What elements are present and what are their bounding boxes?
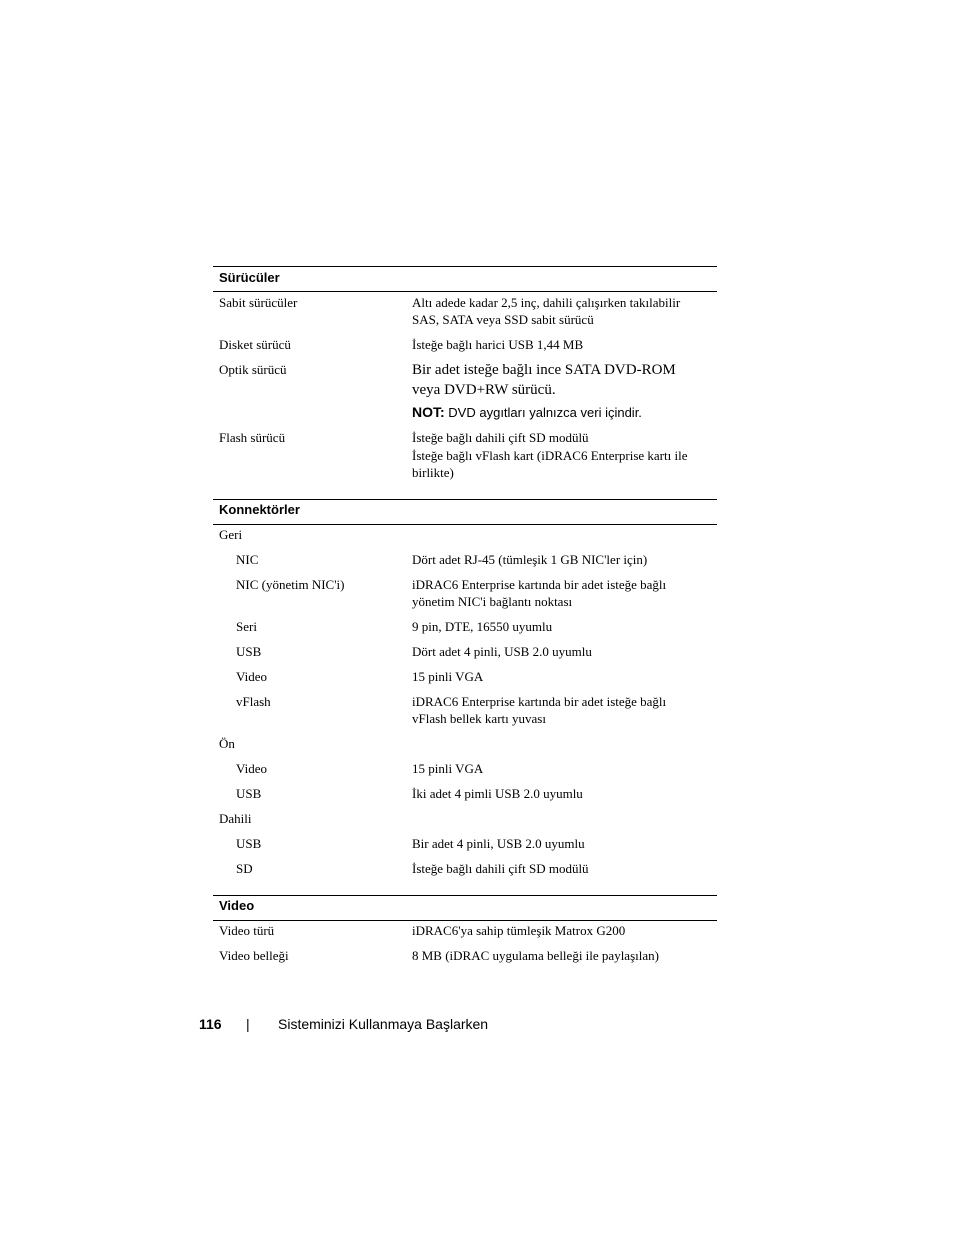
row-label: Video [236,761,267,776]
row-value: İki adet 4 pimli USB 2.0 uyumlu [412,786,583,801]
footer-title: Sisteminizi Kullanmaya Başlarken [278,1016,489,1032]
row-label: USB [236,786,262,801]
section-rule-top [213,895,717,896]
row-value: iDRAC6'ya sahip tümleşik Matrox G200 [412,923,626,938]
section-title-drives: Sürücüler [219,270,280,285]
row-value: Bir adet 4 pinli, USB 2.0 uyumlu [412,836,585,851]
section-title-video: Video [219,898,255,913]
row-value: İsteğe bağlı dahili çift SD modülü [412,861,589,876]
group-label: Ön [219,736,235,751]
row-value: 9 pin, DTE, 16550 uyumlu [412,619,553,634]
row-value: 8 MB (iDRAC uygulama belleği ile paylaşılan) [412,948,659,963]
row-label: Disket sürücü [219,337,291,352]
row-value: iDRAC6 Enterprise kartında bir adet isteğe bağlı [412,577,667,592]
row-value: Bir adet isteğe bağlı ince SATA DVD-ROM [412,362,676,378]
section-rule-bottom [213,920,717,921]
row-label: Optik sürücü [219,362,287,377]
row-label: Seri [236,619,257,634]
row-value: Altı adede kadar 2,5 inç, dahili çalışırken takılabilir [412,295,681,310]
row-value: İsteğe bağlı harici USB 1,44 MB [412,337,584,352]
row-label: SD [236,861,253,876]
group-label: Dahili [219,811,252,826]
row-value: birlikte) [412,465,454,480]
section-title-connectors: Konnektörler [219,502,300,517]
note-label: NOT: [412,404,445,420]
row-value: 15 pinli VGA [412,669,484,684]
group-label: Geri [219,527,243,542]
row-label: Video [236,669,267,684]
row-label: USB [236,836,262,851]
row-label: USB [236,644,262,659]
section-rule-top [213,499,717,500]
note-text: DVD aygıtları yalnızca veri içindir. [448,405,642,420]
section-rule-bottom [213,524,717,525]
note [412,404,642,421]
row-value: vFlash bellek kartı yuvası [412,711,546,726]
row-value: iDRAC6 Enterprise kartında bir adet isteğe bağlı [412,694,667,709]
section-rule-bottom [213,291,717,292]
row-label: vFlash [236,694,271,709]
row-value: veya DVD+RW sürücü. [412,382,556,398]
section-rule-top [213,266,717,267]
row-value: Dört adet RJ-45 (tümleşik 1 GB NIC'ler için) [412,552,648,567]
row-value: yönetim NIC'i bağlantı noktası [412,594,573,609]
row-label: Video belleği [219,948,289,963]
row-value: İsteğe bağlı dahili çift SD modülü [412,430,589,445]
row-value: SAS, SATA veya SSD sabit sürücü [412,312,594,327]
row-value: İsteğe bağlı vFlash kart (iDRAC6 Enterprise kartı ile [412,448,688,463]
page-number: 116 [199,1016,222,1032]
row-value: Dört adet 4 pinli, USB 2.0 uyumlu [412,644,592,659]
row-label: Flash sürücü [219,430,286,445]
row-label: NIC [236,552,259,567]
footer-separator: | [246,1016,250,1032]
row-value: 15 pinli VGA [412,761,484,776]
row-label: Sabit sürücüler [219,295,298,310]
row-label: NIC (yönetim NIC'i) [236,577,345,592]
row-label: Video türü [219,923,275,938]
